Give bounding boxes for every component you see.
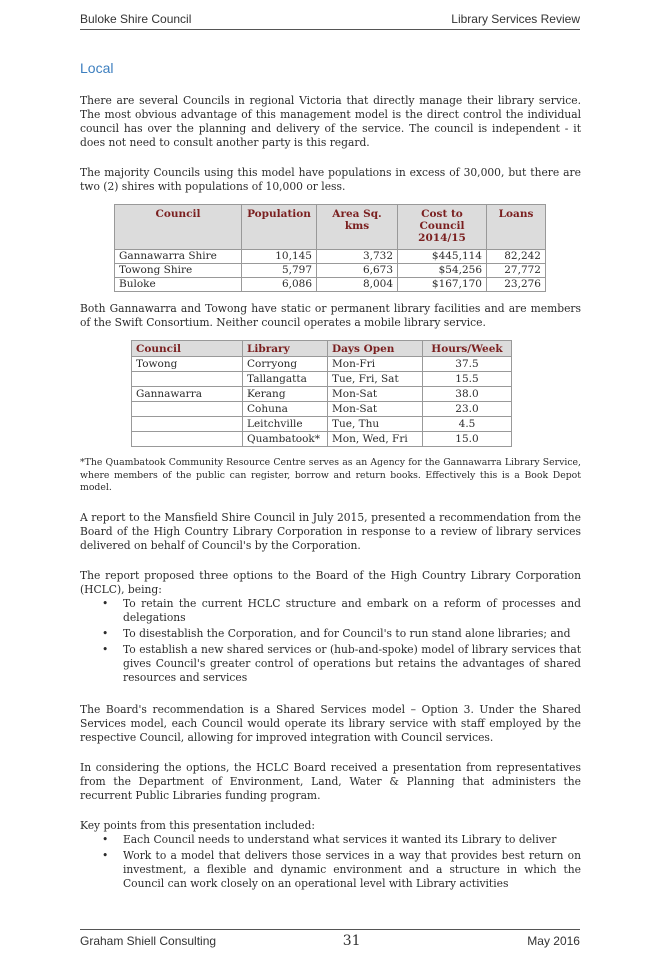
- cell-loans: 82,242: [487, 250, 546, 264]
- paragraph-populations: The majority Councils using this model have populations in excess of 30,000, but there are two (2) shires with populations of 10,000 or less.: [80, 166, 581, 193]
- table-row: [132, 417, 512, 432]
- col-header-library: Library: [243, 341, 328, 357]
- cell-hours: 23.0: [423, 402, 512, 417]
- paragraph-presentation: In considering the options, the HCLC Board received a presentation from representatives from the Department of Environment, Land, Water & Planning that administers the recurrent Public Libraries funding program.: [80, 760, 581, 802]
- table-row: [132, 432, 512, 447]
- table-footnote: *The Quambatook Community Resource Centre serves as an Agency for the Gannawarra Library Service, where members of the public can register, borrow and return books. Effectively this is a Book Depot model.: [80, 457, 581, 493]
- cell-library: Leitchville: [243, 417, 328, 432]
- cell-council: [132, 432, 243, 447]
- cell-council: [132, 402, 243, 417]
- cell-area: 8,004: [317, 278, 398, 292]
- cell-council: Towong: [132, 357, 243, 372]
- cell-library: Tallangatta: [243, 372, 328, 387]
- paragraph-board-recommendation: The Board's recommendation is a Shared Services model – Option 3. Under the Shared Services model, each Council would operate its library service with staff employed by the respective Council, allowing for improved integration with Council services.: [80, 702, 581, 744]
- col-header-council: Council: [115, 205, 242, 250]
- list-item: • Work to a model that delivers those services in a way that provides best return on investment, a flexible and dynamic environment and a structure in which the Council can work closely on an operational level with Library activities: [123, 849, 581, 891]
- cell-population: 6,086: [242, 278, 317, 292]
- cell-days-open: Tue, Fri, Sat: [328, 372, 423, 387]
- table-row: [132, 357, 512, 372]
- cell-council: [132, 372, 243, 387]
- table-row: [115, 250, 546, 264]
- table-row: [132, 372, 512, 387]
- cell-hours: 37.5: [423, 357, 512, 372]
- col-header-council: Council: [132, 341, 243, 357]
- list-item: • To disestablish the Corporation, and for Council's to run stand alone libraries; and: [123, 627, 581, 641]
- table-row: [115, 264, 546, 278]
- cell-area: 6,673: [317, 264, 398, 278]
- cell-loans: 27,772: [487, 264, 546, 278]
- list-item: • Each Council needs to understand what services it wanted its Library to deliver: [123, 833, 581, 847]
- cell-council: Towong Shire: [115, 264, 242, 278]
- cell-loans: 23,276: [487, 278, 546, 292]
- cell-population: 5,797: [242, 264, 317, 278]
- cell-days-open: Tue, Thu: [328, 417, 423, 432]
- header-organization: Buloke Shire Council: [80, 12, 192, 26]
- col-header-days-open: Days Open: [328, 341, 423, 357]
- table-header-row: [115, 205, 546, 250]
- page-number: 31: [342, 933, 361, 949]
- cell-council: Buloke: [115, 278, 242, 292]
- cell-cost: $167,170: [398, 278, 487, 292]
- cell-library: Quambatook*: [243, 432, 328, 447]
- section-title: Local: [80, 60, 114, 76]
- cell-days-open: Mon, Wed, Fri: [328, 432, 423, 447]
- table-row: [132, 402, 512, 417]
- cell-library: Corryong: [243, 357, 328, 372]
- cell-cost: $54,256: [398, 264, 487, 278]
- cell-council: Gannawarra: [132, 387, 243, 402]
- council-comparison-table: [114, 204, 546, 292]
- cell-library: Cohuna: [243, 402, 328, 417]
- list-item: • To establish a new shared services or (hub-and-spoke) model of library services that gives Council's greater control of operations but retains the advantages of shared resources and services: [123, 643, 581, 685]
- cell-days-open: Mon-Fri: [328, 357, 423, 372]
- table-row: [132, 387, 512, 402]
- paragraph-mansfield-report: A report to the Mansfield Shire Council in July 2015, presented a recommendation from the Board of the High Country Library Corporation in response to a review of library services delivered on behalf of Council's by the Corporation.: [80, 510, 581, 552]
- col-header-population: Population: [242, 205, 317, 250]
- col-header-area: Area Sq. kms: [317, 205, 398, 250]
- table-row: [115, 278, 546, 292]
- page-header: [80, 12, 580, 30]
- cell-library: Kerang: [243, 387, 328, 402]
- header-document-title: Library Services Review: [451, 12, 580, 26]
- list-item: • To retain the current HCLC structure and embark on a reform of processes and delegations: [123, 597, 581, 625]
- col-header-loans: Loans: [487, 205, 546, 250]
- cell-population: 10,145: [242, 250, 317, 264]
- page-footer: [80, 929, 580, 949]
- paragraph-facilities: Both Gannawarra and Towong have static or permanent library facilities and are members of the Swift Consortium. Neither council operates a mobile library service.: [80, 302, 581, 329]
- paragraph-key-points-intro: Key points from this presentation included:: [80, 818, 315, 832]
- footer-date: May 2016: [527, 934, 580, 948]
- paragraph-options-intro: The report proposed three options to the Board of the High Country Library Corporation (HCLC), being:: [80, 568, 581, 596]
- table-header-row: [132, 341, 512, 357]
- options-list: [80, 597, 581, 685]
- cell-hours: 15.0: [423, 432, 512, 447]
- col-header-hours-week: Hours/Week: [423, 341, 512, 357]
- cell-council: [132, 417, 243, 432]
- cell-days-open: Mon-Sat: [328, 387, 423, 402]
- cell-days-open: Mon-Sat: [328, 402, 423, 417]
- cell-council: Gannawarra Shire: [115, 250, 242, 264]
- cell-hours: 4.5: [423, 417, 512, 432]
- page-content: [80, 60, 581, 893]
- key-points-list: [80, 833, 581, 891]
- cell-hours: 15.5: [423, 372, 512, 387]
- library-hours-table: [131, 340, 512, 447]
- cell-area: 3,732: [317, 250, 398, 264]
- cell-hours: 38.0: [423, 387, 512, 402]
- footer-author: Graham Shiell Consulting: [80, 934, 217, 948]
- paragraph-intro: There are several Councils in regional Victoria that directly manage their library service. The most obvious advantage of this management model is the direct control the individual council has over the planning and delivery of the service. The council is independent - it does not need to consult another party is this regard.: [80, 94, 581, 149]
- cell-cost: $445,114: [398, 250, 487, 264]
- col-header-cost: Cost to Council 2014/15: [398, 205, 487, 250]
